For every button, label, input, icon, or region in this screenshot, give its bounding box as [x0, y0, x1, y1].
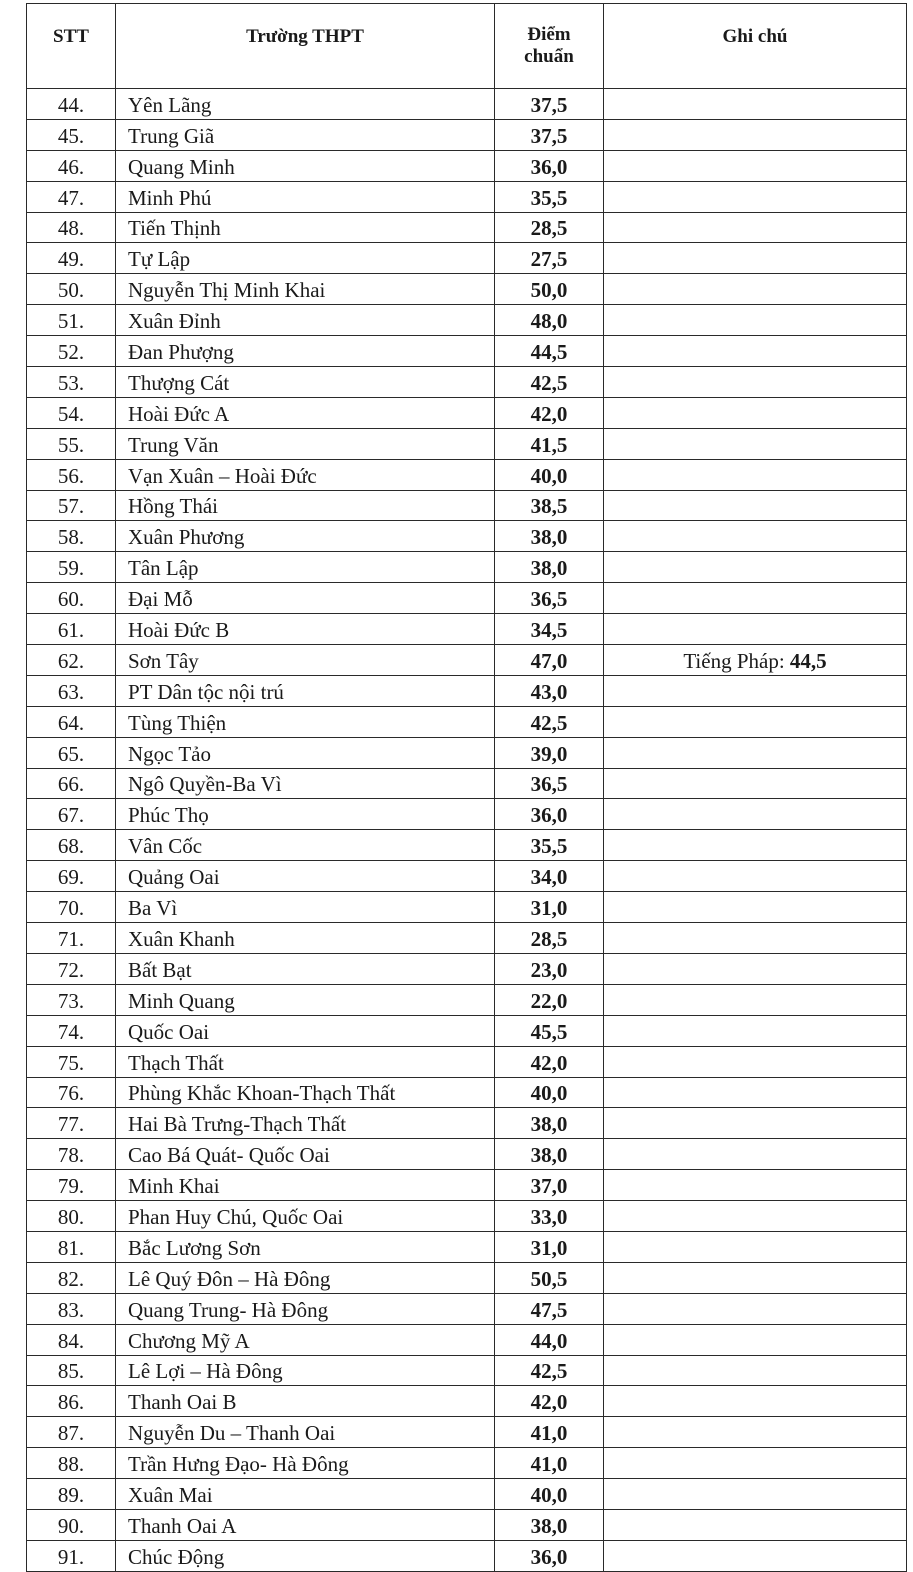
header-score-line2: chuẩn: [524, 46, 574, 67]
row-note: [604, 768, 907, 799]
row-stt: 68.: [27, 830, 116, 861]
row-stt: 84.: [27, 1324, 116, 1355]
row-note: [604, 706, 907, 737]
row-stt: 46.: [27, 150, 116, 181]
row-note-value: 44,5: [789, 648, 827, 673]
row-school-name: Phúc Thọ: [116, 799, 495, 830]
row-score: 38,0: [495, 1108, 604, 1139]
row-note: [604, 1046, 907, 1077]
row-school-name: Hoài Đức A: [116, 397, 495, 428]
row-note: [604, 212, 907, 243]
row-score: 37,5: [495, 89, 604, 120]
row-stt: 57.: [27, 490, 116, 521]
row-score: 42,0: [495, 1386, 604, 1417]
row-stt: 45.: [27, 119, 116, 150]
row-note: [604, 1540, 907, 1571]
table-row: [27, 614, 907, 645]
row-stt: 81.: [27, 1231, 116, 1262]
row-stt: 56.: [27, 459, 116, 490]
document-page: [26, 3, 906, 1572]
row-school-name: Lê Quý Đôn – Hà Đông: [116, 1262, 495, 1293]
table-row: [27, 1293, 907, 1324]
row-note: [604, 984, 907, 1015]
row-score: 36,0: [495, 150, 604, 181]
row-note: [604, 799, 907, 830]
row-score: 36,5: [495, 768, 604, 799]
row-score: 50,0: [495, 274, 604, 305]
row-note: [604, 1139, 907, 1170]
table-row: [27, 737, 907, 768]
row-school-name: Tiến Thịnh: [116, 212, 495, 243]
admission-score-table: [26, 3, 907, 1572]
table-row: [27, 243, 907, 274]
row-score: 38,5: [495, 490, 604, 521]
row-score: 40,0: [495, 1077, 604, 1108]
row-stt: 61.: [27, 614, 116, 645]
row-stt: 60.: [27, 583, 116, 614]
table-row: [27, 89, 907, 120]
table-row: [27, 552, 907, 583]
row-school-name: Nguyễn Du – Thanh Oai: [116, 1417, 495, 1448]
row-score: 35,5: [495, 830, 604, 861]
row-score: 45,5: [495, 1015, 604, 1046]
row-score: 34,5: [495, 614, 604, 645]
row-score: 41,5: [495, 428, 604, 459]
row-school-name: Hồng Thái: [116, 490, 495, 521]
row-score: 36,0: [495, 799, 604, 830]
row-note: [604, 675, 907, 706]
row-score: 23,0: [495, 953, 604, 984]
row-score: 40,0: [495, 459, 604, 490]
row-score: 22,0: [495, 984, 604, 1015]
row-school-name: Thượng Cát: [116, 367, 495, 398]
row-note: [604, 1015, 907, 1046]
header-stt: STT: [27, 4, 116, 89]
row-note: [604, 305, 907, 336]
table-row: [27, 1509, 907, 1540]
row-stt: 59.: [27, 552, 116, 583]
row-note: [604, 1386, 907, 1417]
row-note: [604, 737, 907, 768]
row-school-name: Quang Minh: [116, 150, 495, 181]
row-score: 31,0: [495, 1231, 604, 1262]
table-row: [27, 1262, 907, 1293]
row-score: 44,5: [495, 336, 604, 367]
row-stt: 78.: [27, 1139, 116, 1170]
table-row: [27, 830, 907, 861]
row-score: 31,0: [495, 892, 604, 923]
row-note: [604, 552, 907, 583]
row-school-name: Xuân Đỉnh: [116, 305, 495, 336]
row-note: [604, 336, 907, 367]
row-stt: 75.: [27, 1046, 116, 1077]
row-score: 48,0: [495, 305, 604, 336]
row-note: [604, 830, 907, 861]
table-row: [27, 1108, 907, 1139]
table-row: [27, 984, 907, 1015]
row-stt: 69.: [27, 861, 116, 892]
row-stt: 71.: [27, 923, 116, 954]
row-stt: 82.: [27, 1262, 116, 1293]
row-note: [604, 645, 907, 676]
row-note: [604, 1077, 907, 1108]
row-stt: 80.: [27, 1201, 116, 1232]
row-score: 47,0: [495, 645, 604, 676]
row-school-name: Thạch Thất: [116, 1046, 495, 1077]
table-row: [27, 892, 907, 923]
row-stt: 63.: [27, 675, 116, 706]
row-score: 40,0: [495, 1479, 604, 1510]
row-score: 42,5: [495, 1355, 604, 1386]
row-school-name: Minh Phú: [116, 181, 495, 212]
table-row: [27, 1540, 907, 1571]
row-stt: 70.: [27, 892, 116, 923]
row-school-name: Đại Mỗ: [116, 583, 495, 614]
row-note: [604, 150, 907, 181]
row-school-name: PT Dân tộc nội trú: [116, 675, 495, 706]
table-row: [27, 1170, 907, 1201]
row-school-name: Hai Bà Trưng-Thạch Thất: [116, 1108, 495, 1139]
row-stt: 48.: [27, 212, 116, 243]
row-stt: 86.: [27, 1386, 116, 1417]
row-note: [604, 953, 907, 984]
table-row: [27, 305, 907, 336]
row-school-name: Quang Trung- Hà Đông: [116, 1293, 495, 1324]
header-note: Ghi chú: [604, 4, 907, 89]
table-row: [27, 521, 907, 552]
row-score: 37,0: [495, 1170, 604, 1201]
row-note: [604, 367, 907, 398]
row-school-name: Ngọc Tảo: [116, 737, 495, 768]
row-school-name: Tân Lập: [116, 552, 495, 583]
table-row: [27, 150, 907, 181]
row-stt: 79.: [27, 1170, 116, 1201]
row-note: [604, 397, 907, 428]
row-school-name: Cao Bá Quát- Quốc Oai: [116, 1139, 495, 1170]
row-stt: 58.: [27, 521, 116, 552]
row-stt: 90.: [27, 1509, 116, 1540]
row-stt: 83.: [27, 1293, 116, 1324]
table-row: [27, 1201, 907, 1232]
row-school-name: Chương Mỹ A: [116, 1324, 495, 1355]
row-stt: 67.: [27, 799, 116, 830]
row-note: [604, 1201, 907, 1232]
row-stt: 91.: [27, 1540, 116, 1571]
row-stt: 55.: [27, 428, 116, 459]
row-stt: 65.: [27, 737, 116, 768]
table-row: [27, 1046, 907, 1077]
row-school-name: Xuân Khanh: [116, 923, 495, 954]
header-score: [495, 4, 604, 89]
table-row: [27, 119, 907, 150]
row-score: 42,5: [495, 706, 604, 737]
row-score: 42,5: [495, 367, 604, 398]
row-school-name: Nguyễn Thị Minh Khai: [116, 274, 495, 305]
row-school-name: Ba Vì: [116, 892, 495, 923]
row-school-name: Xuân Phương: [116, 521, 495, 552]
row-stt: 73.: [27, 984, 116, 1015]
row-stt: 88.: [27, 1448, 116, 1479]
row-school-name: Trần Hưng Đạo- Hà Đông: [116, 1448, 495, 1479]
table-row: [27, 1077, 907, 1108]
row-note: [604, 1355, 907, 1386]
row-score: 47,5: [495, 1293, 604, 1324]
row-school-name: Đan Phượng: [116, 336, 495, 367]
row-note: [604, 490, 907, 521]
row-note: [604, 428, 907, 459]
row-school-name: Chúc Động: [116, 1540, 495, 1571]
row-stt: 76.: [27, 1077, 116, 1108]
row-score: 43,0: [495, 675, 604, 706]
row-stt: 62.: [27, 645, 116, 676]
table-row: [27, 923, 907, 954]
row-school-name: Minh Quang: [116, 984, 495, 1015]
row-note: [604, 181, 907, 212]
table-row: [27, 953, 907, 984]
row-score: 44,0: [495, 1324, 604, 1355]
row-school-name: Thanh Oai A: [116, 1509, 495, 1540]
row-school-name: Hoài Đức B: [116, 614, 495, 645]
table-row: [27, 1479, 907, 1510]
row-school-name: Xuân Mai: [116, 1479, 495, 1510]
table-row: [27, 428, 907, 459]
row-note: [604, 1509, 907, 1540]
row-note: [604, 1108, 907, 1139]
row-score: 38,0: [495, 552, 604, 583]
row-school-name: Quốc Oai: [116, 1015, 495, 1046]
row-stt: 44.: [27, 89, 116, 120]
row-score: 38,0: [495, 1509, 604, 1540]
row-school-name: Quảng Oai: [116, 861, 495, 892]
table-row: [27, 459, 907, 490]
row-school-name: Tùng Thiện: [116, 706, 495, 737]
row-note: [604, 89, 907, 120]
row-note: [604, 614, 907, 645]
table-row: [27, 675, 907, 706]
table-row: [27, 645, 907, 676]
row-note: [604, 1170, 907, 1201]
table-row: [27, 367, 907, 398]
row-stt: 87.: [27, 1417, 116, 1448]
header-school: Trường THPT: [116, 4, 495, 89]
row-school-name: Vạn Xuân – Hoài Đức: [116, 459, 495, 490]
row-school-name: Sơn Tây: [116, 645, 495, 676]
table-row: [27, 1448, 907, 1479]
row-stt: 89.: [27, 1479, 116, 1510]
row-school-name: Phan Huy Chú, Quốc Oai: [116, 1201, 495, 1232]
row-score: 50,5: [495, 1262, 604, 1293]
row-note: [604, 1293, 907, 1324]
row-note: [604, 274, 907, 305]
row-note: [604, 243, 907, 274]
table-row: [27, 181, 907, 212]
row-score: 37,5: [495, 119, 604, 150]
row-score: 39,0: [495, 737, 604, 768]
row-school-name: Vân Cốc: [116, 830, 495, 861]
row-school-name: Tự Lập: [116, 243, 495, 274]
row-note: [604, 1417, 907, 1448]
row-note: [604, 1324, 907, 1355]
row-note: [604, 923, 907, 954]
row-school-name: Ngô Quyền-Ba Vì: [116, 768, 495, 799]
row-note: [604, 521, 907, 552]
row-stt: 52.: [27, 336, 116, 367]
table-row: [27, 1324, 907, 1355]
table-row: [27, 799, 907, 830]
table-row: [27, 706, 907, 737]
row-stt: 47.: [27, 181, 116, 212]
row-score: 38,0: [495, 521, 604, 552]
row-score: 27,5: [495, 243, 604, 274]
row-stt: 66.: [27, 768, 116, 799]
table-row: [27, 490, 907, 521]
table-row: [27, 1231, 907, 1262]
row-school-name: Minh Khai: [116, 1170, 495, 1201]
row-school-name: Phùng Khắc Khoan-Thạch Thất: [116, 1077, 495, 1108]
row-school-name: Yên Lãng: [116, 89, 495, 120]
table-row: [27, 1417, 907, 1448]
row-school-name: Lê Lợi – Hà Đông: [116, 1355, 495, 1386]
row-note: [604, 583, 907, 614]
row-note: [604, 861, 907, 892]
row-school-name: Bắc Lương Sơn: [116, 1231, 495, 1262]
table-row: [27, 583, 907, 614]
row-note: [604, 1262, 907, 1293]
row-score: 41,0: [495, 1448, 604, 1479]
row-stt: 51.: [27, 305, 116, 336]
row-note: [604, 892, 907, 923]
header-score-line1: Điểm: [527, 24, 571, 45]
row-score: 28,5: [495, 923, 604, 954]
row-score: 35,5: [495, 181, 604, 212]
row-score: 33,0: [495, 1201, 604, 1232]
row-note: [604, 1448, 907, 1479]
row-stt: 50.: [27, 274, 116, 305]
row-stt: 54.: [27, 397, 116, 428]
row-score: 42,0: [495, 1046, 604, 1077]
table-row: [27, 274, 907, 305]
row-note: [604, 459, 907, 490]
row-note: [604, 119, 907, 150]
table-row: [27, 397, 907, 428]
row-score: 34,0: [495, 861, 604, 892]
row-school-name: Trung Giã: [116, 119, 495, 150]
row-note-label: Tiếng Pháp:: [683, 648, 785, 673]
row-score: 41,0: [495, 1417, 604, 1448]
row-stt: 85.: [27, 1355, 116, 1386]
row-stt: 72.: [27, 953, 116, 984]
table-header-row: [27, 4, 907, 89]
row-score: 36,0: [495, 1540, 604, 1571]
table-row: [27, 1386, 907, 1417]
table-row: [27, 768, 907, 799]
row-stt: 74.: [27, 1015, 116, 1046]
table-row: [27, 1015, 907, 1046]
table-row: [27, 861, 907, 892]
row-stt: 49.: [27, 243, 116, 274]
table-row: [27, 336, 907, 367]
row-stt: 53.: [27, 367, 116, 398]
row-score: 28,5: [495, 212, 604, 243]
row-note: [604, 1479, 907, 1510]
row-school-name: Trung Văn: [116, 428, 495, 459]
table-row: [27, 1355, 907, 1386]
table-body: [27, 89, 907, 1572]
row-stt: 77.: [27, 1108, 116, 1139]
row-stt: 64.: [27, 706, 116, 737]
row-score: 36,5: [495, 583, 604, 614]
table-row: [27, 1139, 907, 1170]
row-school-name: Bất Bạt: [116, 953, 495, 984]
table-row: [27, 212, 907, 243]
row-note: [604, 1231, 907, 1262]
row-score: 42,0: [495, 397, 604, 428]
row-school-name: Thanh Oai B: [116, 1386, 495, 1417]
row-score: 38,0: [495, 1139, 604, 1170]
